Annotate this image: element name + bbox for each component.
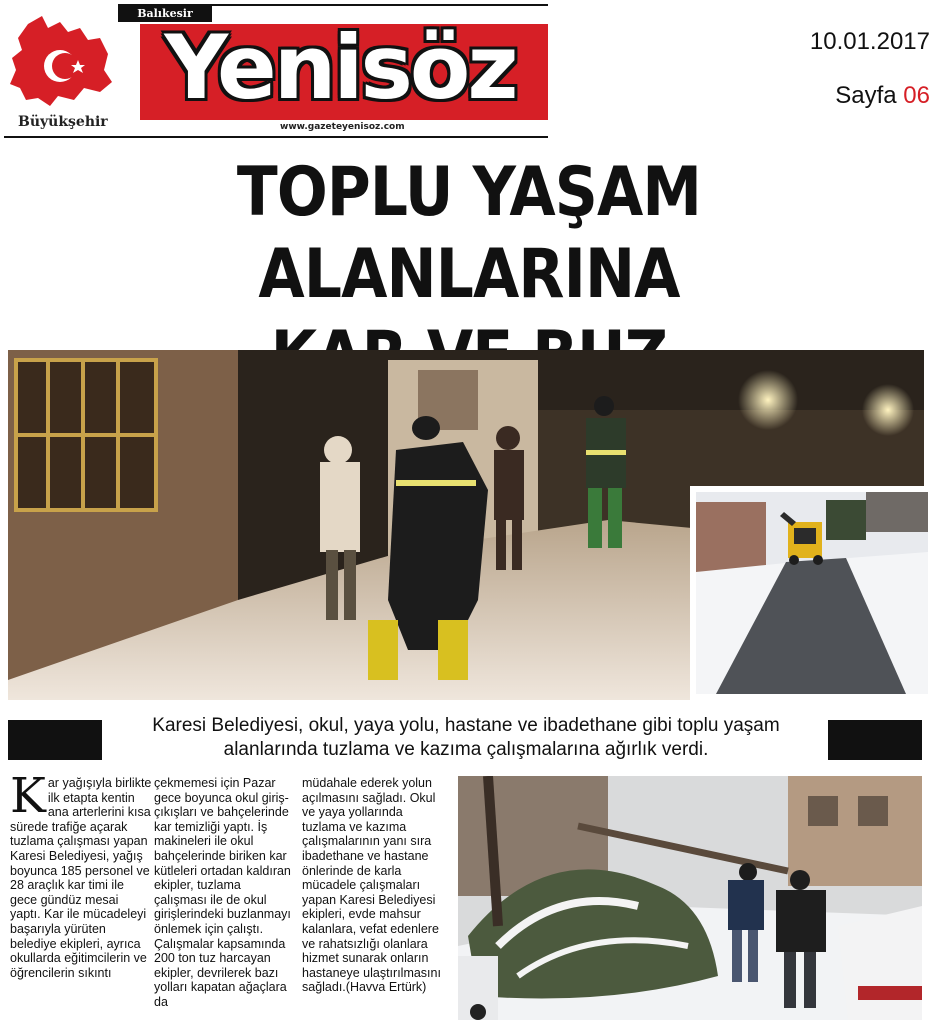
building-right	[788, 776, 922, 886]
summary-bar-left	[8, 720, 102, 760]
website-url[interactable]: www.gazeteyenisoz.com	[280, 122, 405, 132]
inset-photo-scene	[696, 492, 928, 694]
summary-bar-right	[828, 720, 922, 760]
region-label: Balıkesir	[118, 6, 212, 22]
page-label: Sayfa	[835, 82, 897, 109]
article-column-2: çekmemesi için Pazar gece boyunca okul giriş-çıkışları ve bahçelerinde kar temizliği yaptı. İş makineleri ile okul bahçelerinde biriken kar kütleleri ortadan kaldıran ekipler, tuzlama çalışması ile de okul girişlerindeki buzlanmayı önlemek için çalıştı. Çalışmalar kapsamında 200 ton tuz harcayan ekipler, devrilerek bazı yolları kapatan ağaçlara da	[154, 776, 291, 1009]
district-label: Büyükşehir	[18, 114, 108, 130]
parked-car-right	[838, 906, 922, 1020]
article-column-3: müdahale ederek yolun açılmasını sağladı. Okul ve yaya yollarında tuzlama ve kazıma çalışmalarının yanı sıra ibadethane ve hastane önlerinde de karla mücadele çalışmaları yapan Karesi Belediyesi ekipleri, evde mahsur kalanlara, vefat edenlere ve rahatsızlığı olanlara hizmet sunarak onların hastaneye ulaştırılmasını sağladı.(Havva Ertürk)	[302, 776, 441, 995]
article-summary: Karesi Belediyesi, okul, yaya yolu, hastane ve ibadethane gibi toplu yaşam alanlarında tuzlama ve kazıma çalışmalarına ağırlık verdi.	[152, 715, 780, 760]
article-column-1	[10, 768, 152, 980]
masthead-rule-bottom	[4, 136, 548, 138]
page-indicator	[835, 82, 930, 110]
newspaper-brand: Yenisöz	[164, 16, 516, 119]
bottom-photo	[458, 776, 922, 1020]
parked-car-left	[458, 956, 498, 1020]
page-number: 06	[903, 82, 930, 109]
issue-date: 10.01.2017	[809, 28, 930, 55]
headline-line-1: TOPLU YAŞAM ALANLARINA	[236, 153, 702, 314]
balikesir-map-logo	[8, 10, 116, 108]
drop-cap: K	[10, 768, 46, 824]
bottom-photo-scene	[458, 776, 922, 1020]
buildings	[696, 502, 766, 572]
inset-photo	[690, 486, 934, 700]
column-1-text: ar yağışıyla birlikte ilk etapta kentin ana arterlerini kısa sürede trafiğe açarak tuzlama çalışması yapan Karesi Belediyesi, yağış boyunca 185 personel ve 28 araçlık kar timi ile gece gündüz mesai yaptı. Kar ile mücadeleyi başarıyla yürüten belediye ekipleri, ayrıca okullarda eğitimcilerin ve öğrencilerin sıkıntı	[10, 776, 152, 980]
